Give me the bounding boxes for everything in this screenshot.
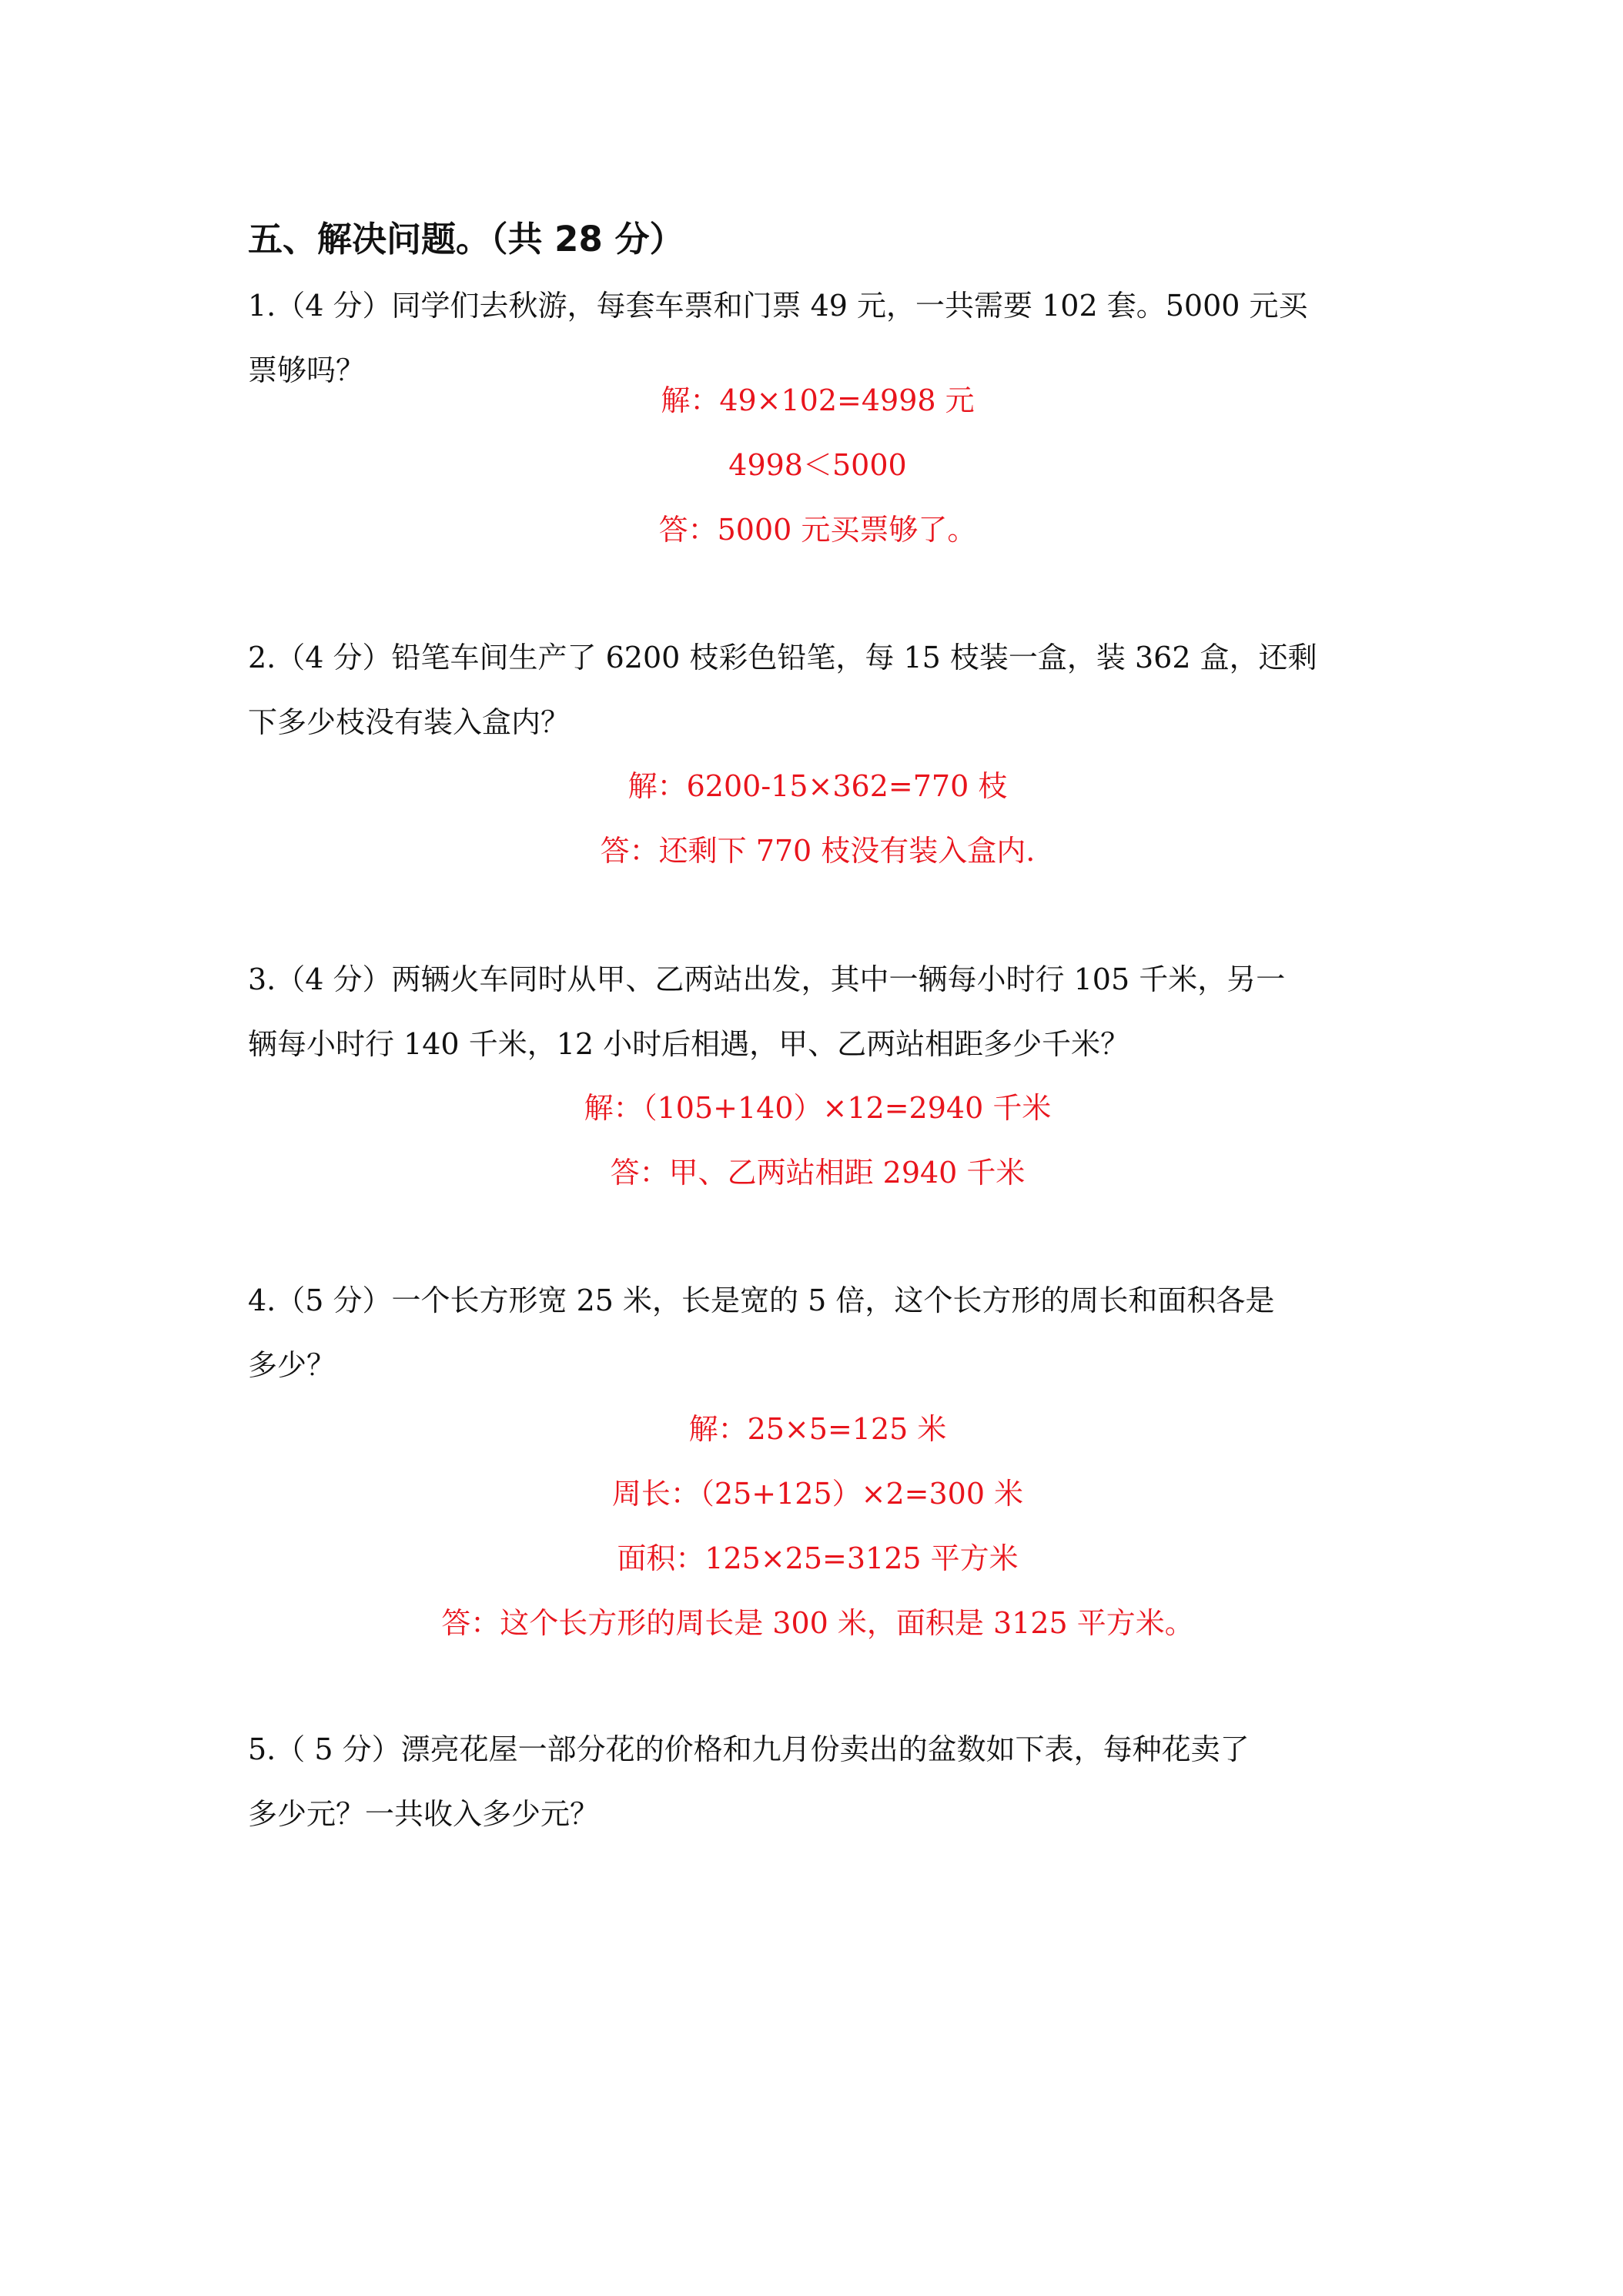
solution-3 [248, 1076, 1387, 1205]
question-text-line: 3.（4 分）两辆火车同时从甲、乙两站出发，其中一辆每小时行 105 千米，另一 [248, 962, 1286, 996]
question-4 [248, 1268, 1387, 1397]
solution-line: 解：25×5=125 米 [688, 1412, 947, 1446]
solution-1 [248, 368, 1387, 562]
question-text-line: 5.（ 5 分）漂亮花屋一部分花的价格和九月份卖出的盆数如下表，每种花卖了 [248, 1732, 1250, 1766]
question-2 [248, 625, 1387, 755]
solution-line: 面积：125×25=3125 平方米 [617, 1541, 1019, 1575]
solution-line: 解：49×102=4998 元 [661, 383, 975, 417]
section-title: 五、解决问题。（共 28 分） [248, 219, 684, 259]
solution-line: 解：6200-15×362=770 枝 [627, 769, 1008, 803]
question-text-line: 2.（4 分）铅笔车间生产了 6200 枝彩色铅笔，每 15 枝装一盒，装 362 盒，还剩 [248, 641, 1317, 674]
solution-answer: 答：5000 元买票够了。 [658, 513, 977, 547]
question-text-line: 票够吗？ [248, 353, 366, 387]
solution-line: 解：（105+140）×12=2940 千米 [584, 1091, 1052, 1125]
question-text-line: 辆每小时行 140 千米，12 小时后相遇，甲、乙两站相距多少千米？ [248, 1027, 1130, 1061]
question-text-line: 下多少枝没有装入盒内？ [248, 705, 571, 739]
question-5 [248, 1717, 1387, 1846]
question-text-line: 多少？ [248, 1348, 336, 1382]
solution-2 [248, 754, 1387, 883]
solution-answer: 答：还剩下 770 枝没有装入盒内. [600, 834, 1036, 868]
solution-answer: 答：这个长方形的周长是 300 米，面积是 3125 平方米。 [441, 1606, 1194, 1640]
solution-line: 周长：（25+125）×2=300 米 [611, 1477, 1024, 1511]
solution-answer: 答：甲、乙两站相距 2940 千米 [610, 1156, 1026, 1190]
question-3 [248, 947, 1387, 1076]
question-text-line: 1.（4 分）同学们去秋游，每套车票和门票 49 元，一共需要 102 套。5000 元买 [248, 289, 1308, 323]
question-text-line: 多少元？一共收入多少元？ [248, 1797, 600, 1831]
question-text-line: 4.（5 分）一个长方形宽 25 米，长是宽的 5 倍，这个长方形的周长和面积各是 [248, 1284, 1275, 1317]
solution-line: 4998＜5000 [728, 448, 907, 482]
solution-4 [248, 1397, 1387, 1655]
